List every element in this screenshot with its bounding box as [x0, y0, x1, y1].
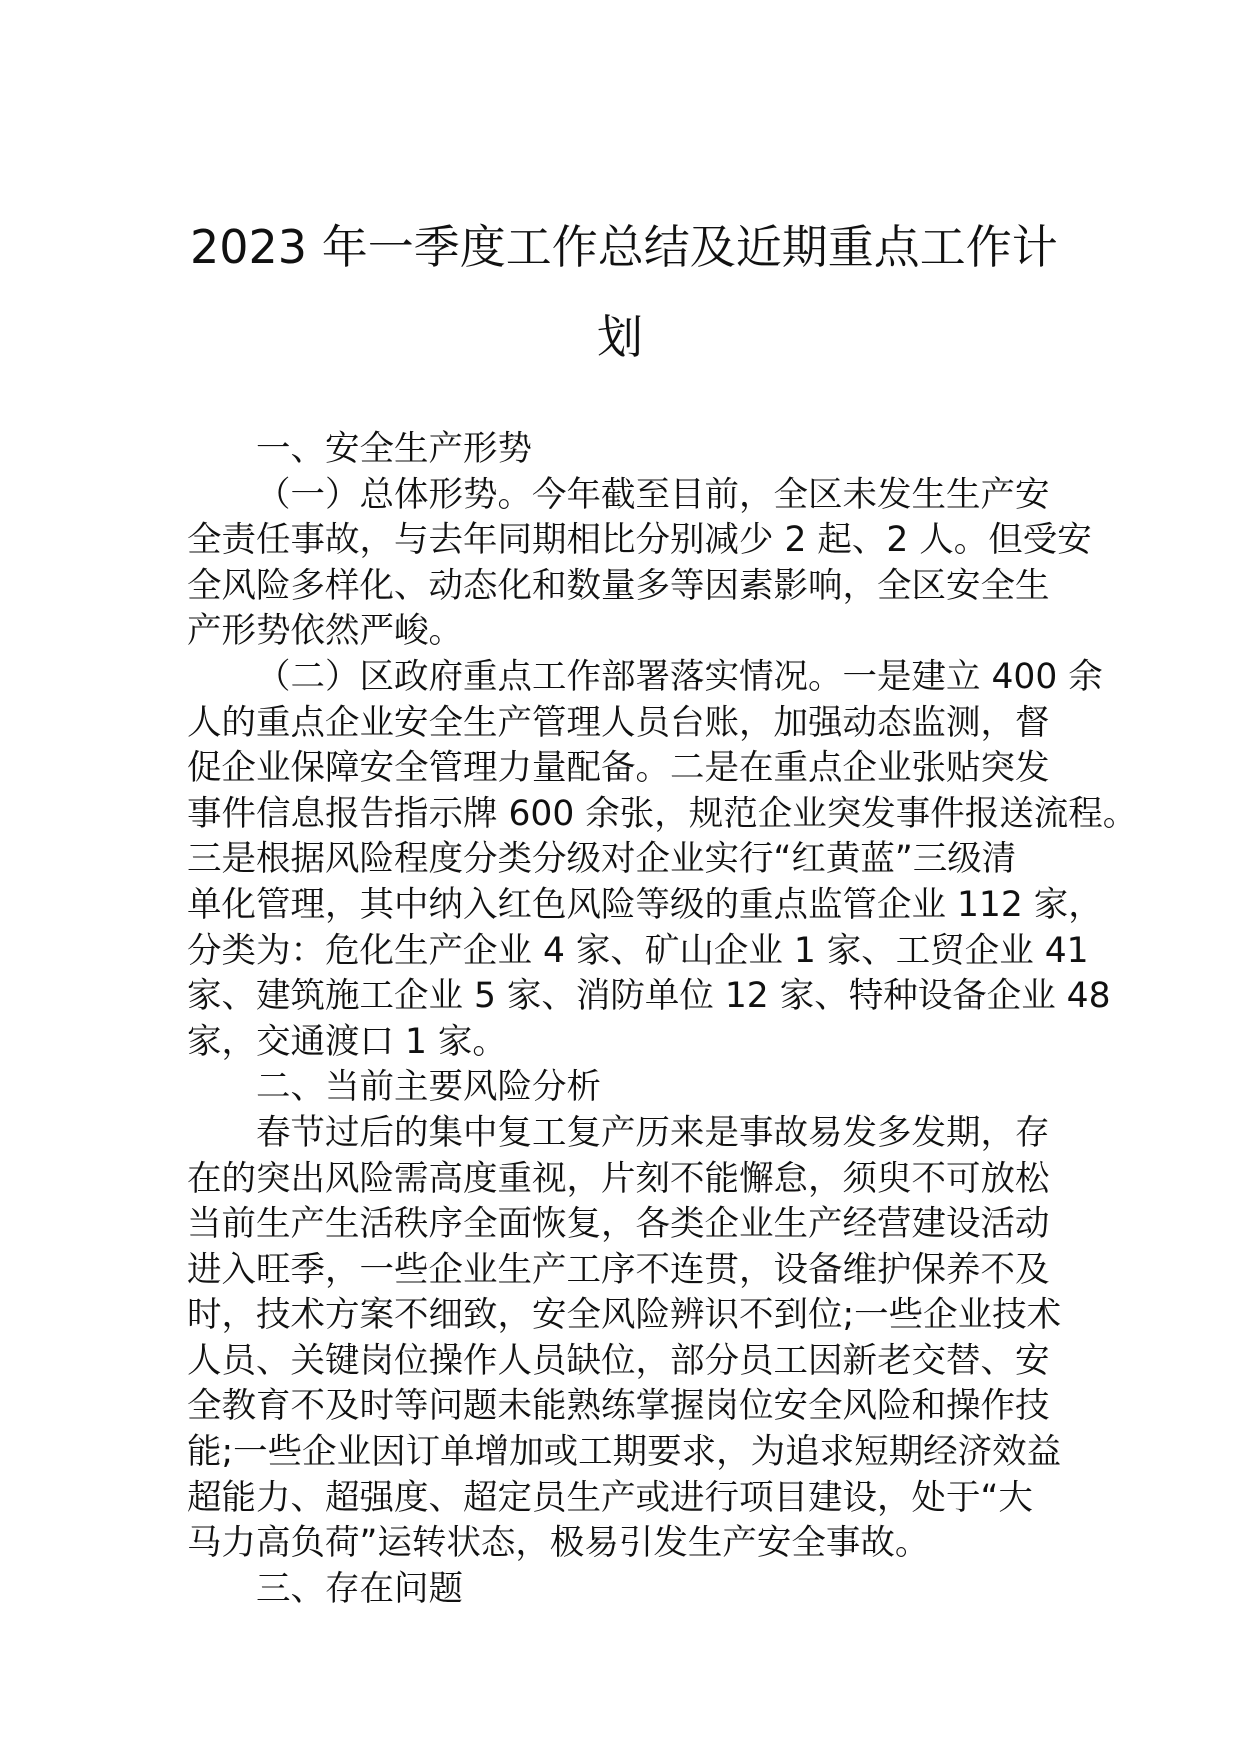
body-text-line: 当前生产生活秩序全面恢复，各类企业生产经营建设活动	[187, 1204, 1050, 1245]
document-title-line-2: 划	[597, 310, 643, 364]
body-text-line: 全责任事故，与去年同期相比分别减少 2 起、2 人。但受安	[187, 520, 1092, 561]
body-text-line: 促企业保障安全管理力量配备。二是在重点企业张贴突发	[187, 748, 1050, 789]
body-text-line: 三是根据风险程度分类分级对企业实行“红黄蓝”三级清	[187, 839, 1017, 880]
body-text-line: 春节过后的集中复工复产历来是事故易发多发期，存	[256, 1112, 1050, 1153]
body-text-line: 进入旺季，一些企业生产工序不连贯，设备维护保养不及	[187, 1249, 1050, 1290]
body-text-line: 在的突出风险需高度重视，片刻不能懈怠，须臾不可放松	[187, 1158, 1050, 1199]
body-text-line: 人员、关键岗位操作人员缺位，部分员工因新老交替、安	[187, 1340, 1050, 1381]
body-text-line: 二、当前主要风险分析	[256, 1067, 601, 1108]
body-text-line: 人的重点企业安全生产管理人员台账，加强动态监测，督	[187, 702, 1050, 743]
body-text-line: 产形势依然严峻。	[187, 611, 463, 652]
body-text-line: 三、存在问题	[256, 1568, 463, 1609]
body-text-line: 能;一些企业因订单增加或工期要求，为追求短期经济效益	[187, 1432, 1062, 1473]
body-text-line: 一、安全生产形势	[256, 429, 532, 469]
body-text-line: 时，技术方案不细致，安全风险辨识不到位;一些企业技术	[187, 1295, 1062, 1336]
body-text-line: 家，交通渡口 1 家。	[187, 1021, 507, 1062]
body-text-line: （一）总体形势。今年截至目前，全区未发生生产安	[256, 474, 1050, 515]
document-body	[187, 427, 1138, 1612]
body-text-line: 分类为：危化生产企业 4 家、矿山企业 1 家、工贸企业 41	[187, 930, 1089, 971]
document-title-line-1: 2023 年一季度工作总结及近期重点工作计	[190, 220, 1058, 274]
body-text-line: 单化管理，其中纳入红色风险等级的重点监管企业 112 家，	[187, 884, 1103, 925]
body-text-line: 超能力、超强度、超定员生产或进行项目建设，处于“大	[187, 1477, 1033, 1518]
body-text-line: 事件信息报告指示牌 600 余张，规范企业突发事件报送流程。	[187, 793, 1138, 834]
body-text-line: 全教育不及时等问题未能熟练掌握岗位安全风险和操作技	[187, 1386, 1050, 1427]
body-text-line: 家、建筑施工企业 5 家、消防单位 12 家、特种设备企业 48	[187, 976, 1111, 1017]
body-text-line: （二）区政府重点工作部署落实情况。一是建立 400 余	[256, 656, 1103, 697]
body-text-line: 马力高负荷”运转状态，极易引发生产安全事故。	[187, 1523, 930, 1564]
body-text-line: 全风险多样化、动态化和数量多等因素影响，全区安全生	[187, 565, 1050, 606]
